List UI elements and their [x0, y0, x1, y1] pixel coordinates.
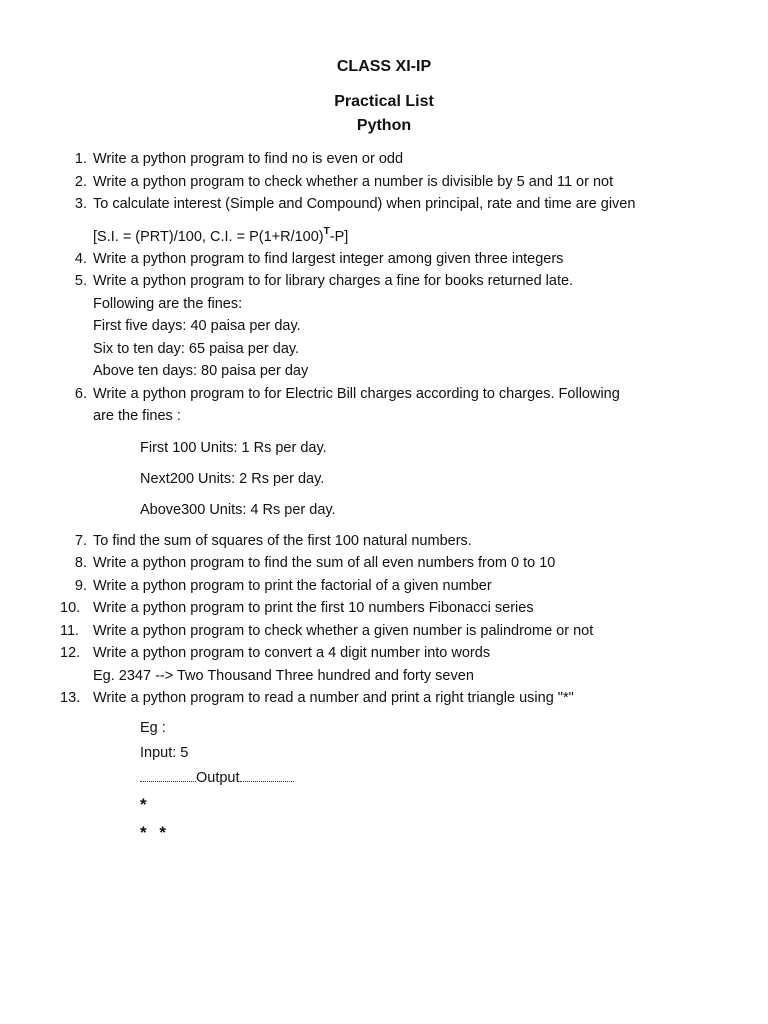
- item-text: Write a python program to print the factorial of a given number: [93, 577, 492, 594]
- item-text: To find the sum of squares of the first 100 natural numbers.: [93, 532, 472, 549]
- item-number: 10.: [60, 600, 81, 616]
- list-item: [60, 193, 740, 248]
- fine-line: Following are the fines:: [93, 295, 243, 312]
- item-text: Write a python program to convert a 4 digit number into words: [93, 645, 491, 661]
- item-text-continued: are the fines :: [93, 408, 181, 424]
- item-number: 3.: [74, 196, 87, 212]
- item-number: 13.: [60, 690, 81, 706]
- list-item: [60, 620, 740, 643]
- charge-line: Next200 Units: 2 Rs per day.: [140, 470, 325, 487]
- item-text: Write a python program to find largest integer among given three integers: [93, 250, 564, 267]
- item-text: Write a python program to check whether a number is divisible by 5 and 11 or not: [93, 173, 614, 190]
- item-text: Write a python program to print the first 10 numbers Fibonacci series: [93, 600, 534, 616]
- item-number: 5.: [74, 273, 87, 289]
- example-block: [140, 716, 294, 847]
- eg-label: Eg :: [140, 720, 166, 736]
- item-number: 8.: [74, 555, 87, 571]
- example-line: Eg. 2347 --> Two Thousand Three hundred and forty seven: [93, 667, 474, 684]
- item-text: Write a python program to check whether a given number is palindrome or not: [93, 622, 594, 639]
- list-item: [60, 575, 740, 598]
- class-title: CLASS XI-IP: [336, 58, 432, 75]
- fine-line: First five days: 40 paisa per day.: [93, 318, 301, 334]
- interest-formula: [S.I. = (PRT)/100, C.I. = $P(1+R/100)^T-P$]: [93, 225, 349, 245]
- charge-line: Above300 Units: 4 Rs per day.: [140, 501, 336, 518]
- item-number: 11.: [60, 622, 80, 639]
- list-item: [60, 597, 740, 620]
- item-number: 12.: [60, 645, 81, 661]
- item-text: To calculate interest (Simple and Compound) when principal, rate and time are given: [93, 196, 636, 212]
- item-number: 1.: [74, 151, 87, 167]
- item-text: Write a python program to read a number and print a right triangle using "*": [93, 690, 574, 706]
- star-row: * *: [140, 823, 170, 842]
- list-item: [60, 171, 740, 194]
- item-number: 2.: [74, 173, 87, 190]
- list-item: [60, 383, 740, 526]
- item-number: 6.: [74, 385, 87, 402]
- list-item: [60, 248, 740, 271]
- list-title: Practical List: [334, 93, 434, 110]
- charge-line: First 100 Units: 1 Rs per day.: [140, 439, 327, 456]
- list-item: [60, 148, 740, 171]
- item-number: 7.: [74, 532, 87, 549]
- list-item: [60, 552, 740, 575]
- fine-line: Above ten days: 80 paisa per day: [93, 363, 309, 379]
- list-item: [60, 642, 740, 687]
- star-row: *: [140, 795, 151, 814]
- practical-list: [60, 148, 740, 710]
- subject-title: Python: [356, 117, 412, 134]
- item-number: 9.: [74, 577, 87, 594]
- item-text: Write a python program to for library charges a fine for books returned late.: [93, 273, 574, 289]
- item-text: Write a python program to find no is even or odd: [93, 151, 404, 167]
- list-item: [60, 687, 740, 710]
- input-label: Input: 5: [140, 745, 189, 761]
- list-item: [60, 530, 740, 553]
- fine-line: Six to ten day: 65 paisa per day.: [93, 340, 300, 357]
- item-number: 4.: [74, 250, 87, 267]
- list-item: [60, 270, 740, 383]
- item-text: Write a python program to for Electric Bill charges according to charges. Following: [93, 385, 620, 402]
- output-label: Output: [140, 766, 294, 791]
- item-text: Write a python program to find the sum of all even numbers from 0 to 10: [93, 555, 556, 571]
